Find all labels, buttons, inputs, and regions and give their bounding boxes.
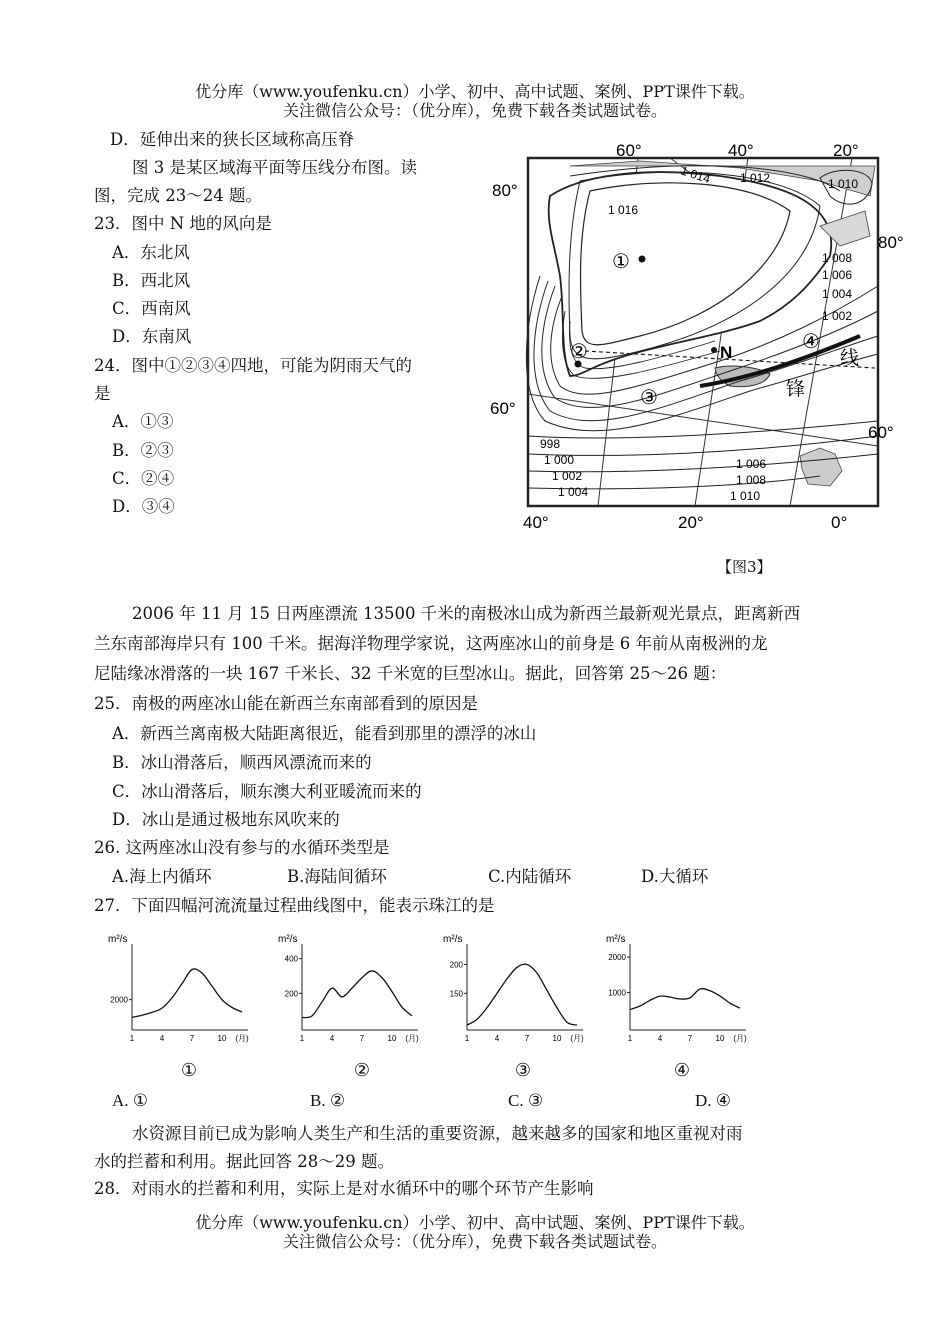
q24-stem-line-1: 24．图中①②③④四地，可能为阴雨天气的 <box>94 356 412 375</box>
q26-option-c: C.内陆循环 <box>488 867 572 886</box>
y-tick-label: 2000 <box>110 995 128 1005</box>
lon-top-20: 20° <box>833 141 859 160</box>
x-tick-label: 4 <box>494 1034 500 1043</box>
q24-stem-line-2: 是 <box>94 384 111 403</box>
point-4-label: ④ <box>802 331 820 353</box>
flow-curve <box>467 964 577 1025</box>
x-tick-label: 4 <box>329 1034 335 1043</box>
q27-option-d: D. ④ <box>695 1091 732 1110</box>
x-tick-label: 7 <box>189 1034 195 1043</box>
q23-option-a: A．东北风 <box>112 243 190 262</box>
q24-option-b: B．②③ <box>112 441 174 460</box>
isobar-label: 1 012 <box>740 171 771 185</box>
isobar-label: 1 008 <box>822 251 853 265</box>
y-unit-label: m²/s <box>278 934 298 945</box>
hydrograph-2 <box>270 928 430 1058</box>
x-tick-label: 10 <box>552 1034 562 1043</box>
iceberg-passage-line-2: 兰东南部海岸只有 100 千米。据海洋物理学家说，这两座冰山的前身是 6 年前从南极洲的龙 <box>94 634 768 653</box>
x-tick-label: 1 <box>129 1034 135 1043</box>
y-unit-label: m²/s <box>108 934 128 945</box>
water-passage-line-1: 水资源目前已成为影响人类生产和生活的重要资源，越来越多的国家和地区重视对雨 <box>132 1124 743 1143</box>
figure-3-isobar-map <box>490 136 910 538</box>
x-tick-label: 4 <box>657 1034 663 1043</box>
isobar-label: 998 <box>540 437 561 451</box>
lon-top-60: 60° <box>616 141 642 160</box>
point-2-label: ② <box>570 341 588 363</box>
q23-option-b: B．西北风 <box>112 271 191 290</box>
q27-option-b: B. ② <box>310 1091 346 1110</box>
iceberg-passage-line-1: 2006 年 11 月 15 日两座漂流 13500 千米的南极冰山成为新西兰最新观光景点，距离新西 <box>132 604 801 623</box>
lon-top-40: 40° <box>728 141 754 160</box>
q22-option-d: D．延伸出来的狭长区域称高压脊 <box>110 130 355 149</box>
q25-option-b: B．冰山滑落后，顺西风漂流而来的 <box>112 753 372 772</box>
front-label-xian: 线 <box>840 348 860 369</box>
x-tick-label: 10 <box>387 1034 397 1043</box>
hydrograph-2-label: ② <box>353 1060 371 1081</box>
hydrograph-3 <box>435 928 595 1058</box>
lat-left-60: 60° <box>490 399 516 418</box>
x-tick-label: 1 <box>299 1034 305 1043</box>
x-tick-label: 4 <box>159 1034 165 1043</box>
x-unit-label: (月) <box>570 1034 584 1043</box>
hydrograph-4-label: ④ <box>673 1060 691 1081</box>
x-tick-label: 1 <box>627 1034 633 1043</box>
point-n-label: N <box>720 343 733 362</box>
water-passage-line-2: 水的拦蓄和利用。据此回答 28～29 题。 <box>94 1152 394 1171</box>
fig3-intro-line-2: 图，完成 23～24 题。 <box>94 186 262 205</box>
y-tick-label: 1000 <box>608 988 626 998</box>
q25-stem: 25．南极的两座冰山能在新西兰东南部看到的原因是 <box>94 694 478 713</box>
point-1-label: ① <box>612 251 630 273</box>
q24-option-d: D．③④ <box>112 497 175 516</box>
q27-stem: 27．下面四幅河流流量过程曲线图中，能表示珠江的是 <box>94 896 495 915</box>
q26-option-d: D.大循环 <box>641 867 709 886</box>
x-tick-label: 10 <box>715 1034 725 1043</box>
lon-bottom-20: 20° <box>678 513 704 532</box>
x-tick-label: 7 <box>687 1034 693 1043</box>
q24-option-a: A．①③ <box>112 412 174 431</box>
figure-3-caption: 【图3】 <box>717 558 772 576</box>
y-tick-label: 200 <box>284 989 298 999</box>
q25-option-d: D．冰山是通过极地东风吹来的 <box>112 810 340 829</box>
isobar-label: 1 016 <box>608 203 639 217</box>
header-line-2: 关注微信公众号：（优分库），免费下载各类试题试卷。 <box>282 101 667 120</box>
front-label-feng: 锋 <box>786 379 806 400</box>
point-1-dot <box>639 256 646 263</box>
x-unit-label: (月) <box>235 1034 249 1043</box>
point-n-dot <box>711 347 717 353</box>
isobar-label: 1 014 <box>679 163 712 187</box>
footer-line-1: 优分库（www.youfenku.cn）小学、初中、高中试题、案例、PPT课件下载。 <box>195 1213 755 1232</box>
q25-option-a: A．新西兰离南极大陆距离很近，能看到那里的漂浮的冰山 <box>112 724 537 743</box>
greenland-coast <box>549 172 832 376</box>
flow-curve <box>132 969 242 1017</box>
x-tick-label: 10 <box>217 1034 227 1043</box>
hydrograph-1 <box>100 928 260 1058</box>
y-unit-label: m²/s <box>606 934 626 945</box>
isobar-label: 1 000 <box>544 453 575 467</box>
isobar-label: 1 006 <box>736 457 767 471</box>
fig3-intro-line-1: 图 3 是某区域海平面等压线分布图。读 <box>132 158 417 177</box>
isobar-label: 1 008 <box>736 473 767 487</box>
y-tick-label: 150 <box>449 989 463 999</box>
hydrograph-4 <box>598 928 758 1058</box>
isobar-label: 1 002 <box>822 309 853 323</box>
isobar-label: 1 010 <box>828 177 859 191</box>
q23-option-d: D．东南风 <box>112 327 192 346</box>
lon-bottom-0: 0° <box>831 513 848 532</box>
british-isles <box>800 448 842 486</box>
isobar-label: 1 004 <box>558 485 589 499</box>
q27-option-c: C. ③ <box>508 1091 544 1110</box>
x-tick-label: 7 <box>524 1034 530 1043</box>
q27-option-a: A. ① <box>112 1091 149 1110</box>
q25-option-c: C．冰山滑落后，顺东澳大利亚暖流而来的 <box>112 782 422 801</box>
x-tick-label: 7 <box>359 1034 365 1043</box>
isobar-label: 1 010 <box>730 489 761 503</box>
lat-right-80: 80° <box>878 233 904 252</box>
hydrograph-3-label: ③ <box>514 1060 532 1081</box>
x-unit-label: (月) <box>405 1034 419 1043</box>
lat-left-80: 80° <box>492 181 518 200</box>
y-unit-label: m²/s <box>443 934 463 945</box>
q26-option-a: A.海上内循环 <box>112 867 212 886</box>
q23-option-c: C．西南风 <box>112 299 191 318</box>
lon-bottom-40: 40° <box>523 513 549 532</box>
header-line-1: 优分库（www.youfenku.cn）小学、初中、高中试题、案例、PPT课件下载。 <box>195 82 755 101</box>
y-tick-label: 200 <box>449 960 463 970</box>
point-3-label: ③ <box>640 387 658 409</box>
hydrograph-1-label: ① <box>180 1060 198 1081</box>
q26-option-b: B.海陆间循环 <box>287 867 387 886</box>
x-tick-label: 1 <box>464 1034 470 1043</box>
flow-curve <box>302 971 412 1018</box>
q28-stem: 28．对雨水的拦蓄和利用，实际上是对水循环中的哪个环节产生影响 <box>94 1179 594 1198</box>
footer-line-2: 关注微信公众号：（优分库），免费下载各类试题试卷。 <box>282 1232 667 1251</box>
lat-right-60: 60° <box>868 423 894 442</box>
y-tick-label: 2000 <box>608 953 626 963</box>
y-tick-label: 400 <box>284 954 298 964</box>
flow-curve <box>630 989 740 1010</box>
x-unit-label: (月) <box>733 1034 747 1043</box>
isobar-label: 1 004 <box>822 287 853 301</box>
iceberg-passage-line-3: 尼陆缘冰滑落的一块 167 千米长、32 千米宽的巨型冰山。据此，回答第 25～26 题： <box>94 664 727 683</box>
q26-stem: 26. 这两座冰山没有参与的水循环类型是 <box>94 838 390 857</box>
q24-option-c: C．②④ <box>112 469 175 488</box>
isobar-label: 1 002 <box>552 469 583 483</box>
q23-stem: 23．图中 N 地的风向是 <box>94 214 272 233</box>
isobar-998 <box>528 421 878 438</box>
isobar-label: 1 006 <box>822 268 853 282</box>
